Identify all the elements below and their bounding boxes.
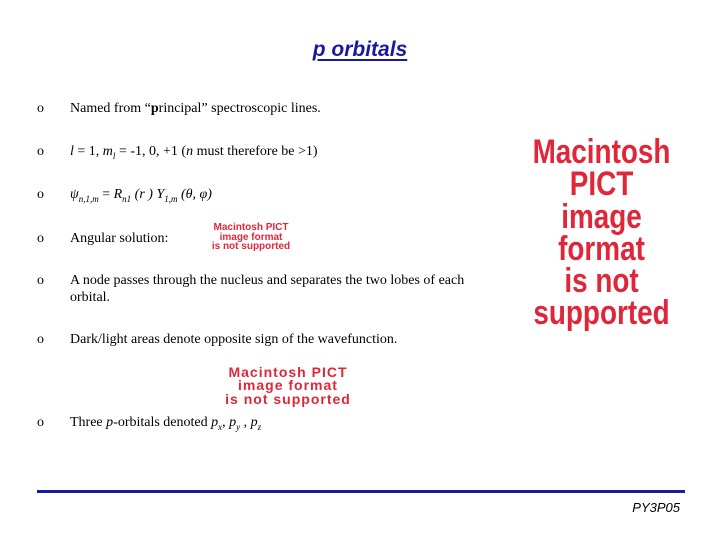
bullet-text-quantum-numbers: l = 1, $m_l = -1$, 0, +1 (n must therefore be >1) [70, 144, 318, 161]
bullet-marker: o [37, 101, 44, 116]
bullet-text-wavefunction: $\psi_{n,1,m} = R_{n1}$ (r ) $Y_{1,m}$ (θ, φ) [70, 187, 212, 204]
footer-course-code: PY3P05 [632, 500, 680, 515]
bullet-marker: o [37, 187, 44, 202]
footer-divider [37, 490, 685, 493]
bullet-text-node: A node passes through the nucleus and separates the two lobes of each orbital. [70, 273, 465, 305]
slide-title: p orbitals [312, 38, 408, 61]
bullet-marker: o [37, 332, 44, 347]
bullet-text-angular: Angular solution: [70, 231, 169, 246]
bullet-marker: o [37, 231, 44, 246]
bullet-marker: o [37, 273, 44, 288]
pict-placeholder-small: Macintosh PICT image format is not supported [211, 222, 291, 252]
bullet-marker: o [37, 415, 44, 430]
bullet-text-sign: Dark/light areas denote opposite sign of the wavefunction. [70, 332, 398, 347]
pict-placeholder-medium: Macintosh PICT image format is not supported [225, 364, 351, 407]
pict-placeholder-large: Macintosh PICT image format is not supported [532, 133, 671, 333]
bullet-text-three-orbitals: Three p-orbitals denoted $p_x$, $p_y$ , $p_z$ [70, 415, 262, 432]
bullet-text-principal: Named from “principal” spectroscopic lines. [70, 101, 321, 116]
bullet-marker: o [37, 144, 44, 159]
